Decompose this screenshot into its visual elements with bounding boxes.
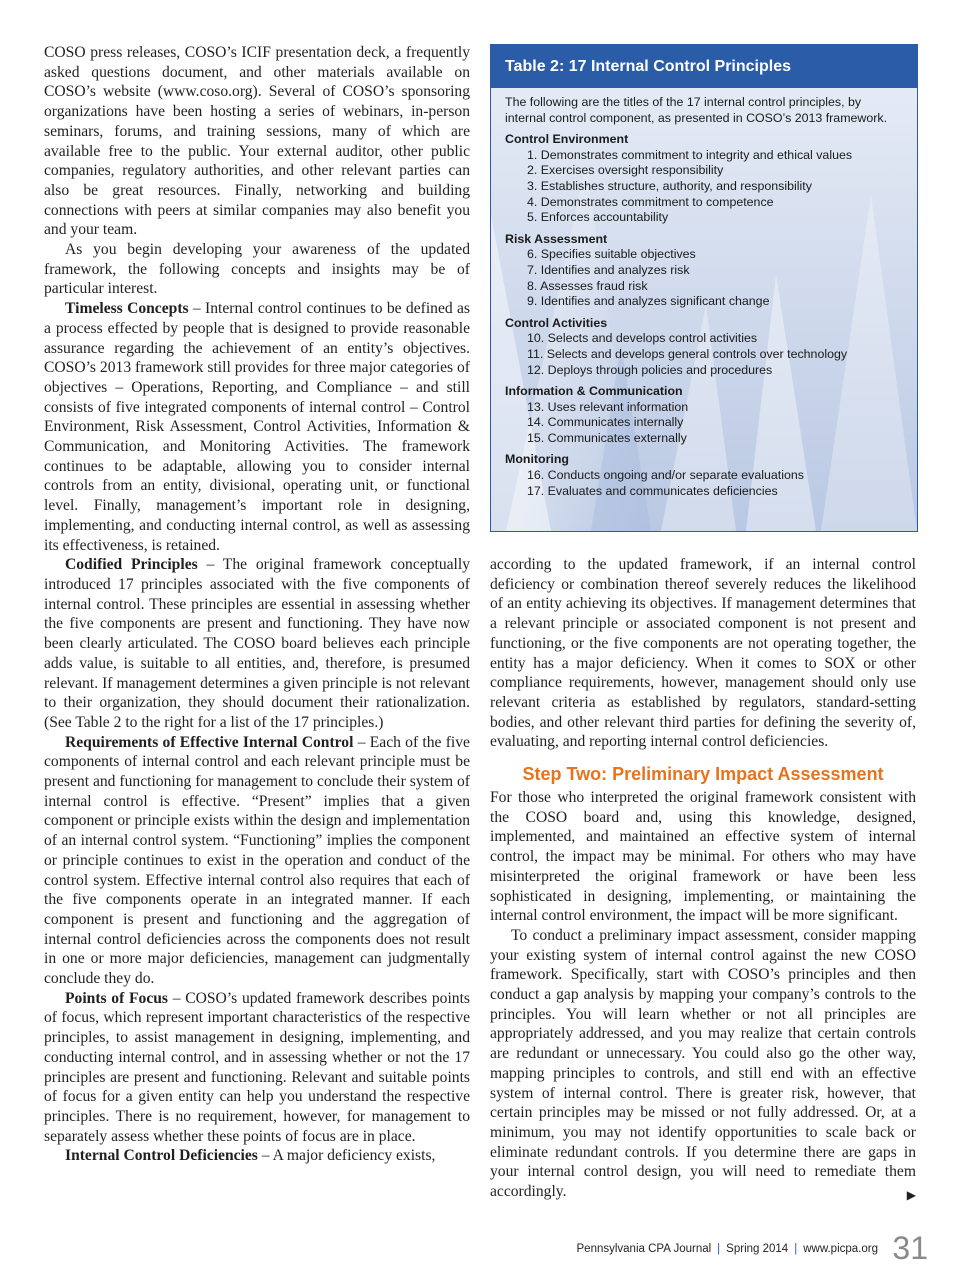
table-internal-control-principles bbox=[490, 44, 918, 532]
table-principle-item: 8. Assesses fraud risk bbox=[527, 278, 648, 293]
footer-text bbox=[577, 1243, 879, 1255]
table-principle-item: 7. Identifies and analyzes risk bbox=[527, 262, 690, 277]
table-category-heading: Control Environment bbox=[505, 132, 629, 147]
lead-deficiencies: Internal Control Deficiencies bbox=[65, 1147, 258, 1165]
paragraph-timeless-concepts bbox=[44, 299, 470, 555]
table-principle-item: 14. Communicates internally bbox=[527, 415, 684, 430]
table-principle-item: 4. Demonstrates commitment to competence bbox=[527, 194, 774, 209]
section-heading-step-two: Step Two: Preliminary Impact Assessment bbox=[522, 764, 884, 785]
footer-journal: Pennsylvania CPA Journal bbox=[576, 1243, 712, 1255]
table-principle-item: 2. Exercises oversight responsibility bbox=[527, 163, 724, 178]
lead-timeless-concepts: Timeless Concepts bbox=[65, 300, 189, 318]
table-principle-list bbox=[505, 148, 903, 226]
table-principle-item: 11. Selects and develops general controls over technology bbox=[527, 346, 848, 361]
table-intro: The following are the titles of the 17 internal control principles, by internal control component, as presented in COSO’s 2013 framework. bbox=[505, 95, 888, 125]
paragraph-assessment bbox=[490, 926, 916, 1202]
continue-arrow-icon: ▶ bbox=[906, 1188, 916, 1203]
table-principle-item: 5. Enforces accountability bbox=[527, 210, 669, 225]
page-number: 31 bbox=[892, 1230, 928, 1266]
table-principle-item: 1. Demonstrates commitment to integrity and ethical values bbox=[527, 147, 853, 162]
table-principle-item: 9. Identifies and analyzes significant change bbox=[527, 294, 770, 309]
text-assessment: To conduct a preliminary impact assessment, consider mapping your existing system of internal control against the new COSO framework. Specifically, start with COSO’s principles and then conduct a gap analysis by mapping your company’s controls to the principles. You will learn whether or not all principles are appropriately addressed, and you may realize that certain controls are redundant or unnecessary. You could also go the other way, mapping principles to controls, and still end with an effective system of internal control. There is greater risk, however, that certain principles may be missed or not fully addressed. Or, at a minimum, you may not identify opportunities to scale back or eliminate redundant controls. If you determine there are gaps in your internal control design, you will need to remediate them accordingly. bbox=[490, 926, 916, 1201]
text-requirements: – Each of the five components of internal control and each relevant principle must be present and functioning for management to conclude their system of internal control is effective. “Present” implies that a given component or principle exists within the design and implementation of an internal control system. “Functioning” implies the component or principle continues to exist in the operation and conduct of the control system. Effective internal control also requires that each of the five components operate in an integrated manner. If each component is present and functioning and the aggregation of internal control deficiencies across the components does not result in one or more major deficiencies, management can judgmentally conclude they do. bbox=[44, 733, 470, 988]
table-principle-item: 12. Deploys through policies and procedures bbox=[527, 362, 773, 377]
paragraph-impact: For those who interpreted the original framework consistent with the COSO board and, using this knowledge, designed, implemented, and maintained an effective system of internal control, the impact may be minimal. For others who may have misinterpreted the original framework or have been less sophisticated in designing, implementing, or maintaining the internal control environment, the impact will be more significant. bbox=[490, 789, 916, 925]
text-timeless-concepts: – Internal control continues to be defined as a process effected by people that is designed to provide reasonable assurance regarding the achievement of an entity’s objectives. COSO’s 2013 framework still provides for three major categories of objectives – Operations, Reporting, and Compliance – and still consists of five integrated components of internal control – Control Environment, Risk Assessment, Control Activities, Information & Communication, and Monitoring Activities. The framework continues to be adaptable, allowing you to consider internal controls from an entity, divisional, operating unit, or functional level. Finally, management’s important role in designing, implementing, and conducting internal control, as well as assessing its effectiveness, is retained. bbox=[44, 300, 470, 554]
table-principle-list bbox=[505, 468, 903, 499]
footer-issue: Spring 2014 bbox=[726, 1243, 789, 1255]
paragraph-intro-concepts: As you begin developing your awareness of the updated framework, the following concepts and insights may be of particular interest. bbox=[44, 241, 470, 298]
lead-codified-principles: Codified Principles bbox=[65, 556, 198, 574]
left-column bbox=[44, 43, 470, 1166]
paragraph-codified-principles bbox=[44, 555, 470, 732]
paragraph-deficiencies bbox=[44, 1146, 470, 1166]
lead-points-of-focus: Points of Focus bbox=[65, 989, 168, 1007]
table-category-heading: Control Activities bbox=[505, 315, 608, 330]
paragraph-resources: COSO press releases, COSO’s ICIF presentation deck, a frequently asked questions document, and other materials available on COSO’s website (www.coso.org). Several of COSO’s sponsoring organizations have been hosting a series of webinars, in-person seminars, forums, and training sessions, many of which are available free to the public. Your external auditor, other public companies, regulatory authorities, and other relevant parties can also be great resources. Finally, networking and building connections with peers at similar companies may also benefit you and your team. bbox=[44, 44, 470, 239]
table-category-heading: Risk Assessment bbox=[505, 231, 608, 246]
lead-requirements: Requirements of Effective Internal Control bbox=[65, 733, 354, 751]
table-principle-item: 3. Establishes structure, authority, and responsibility bbox=[527, 178, 812, 193]
footer-separator: | bbox=[794, 1243, 798, 1255]
table-category-heading: Information & Communication bbox=[505, 384, 683, 399]
table-principle-item: 13. Uses relevant information bbox=[527, 399, 689, 414]
table-category-heading: Monitoring bbox=[505, 452, 569, 467]
text-points-of-focus: – COSO’s updated framework describes points of focus, which represent important characteristics of the respective principles, to assist management in designing, implementing, and conducting internal control, and in assessing whether or not the 17 principles are present and functioning. Relevant and suitable points of focus for a given entity can help you understand the respective principles. There is no requirement, however, for management to separately assess whether these points of focus are in place. bbox=[44, 989, 470, 1145]
text-codified-principles: – The original framework conceptually introduced 17 principles associated with the five components of internal control. These principles are essential in assessing whether the five components are present and functioning. They have now been clearly articulated. The COSO board believes each principle adds value, is suitable to all entities, and, therefore, is presumed relevant. If management determines a given principle is not relevant to their organization, they should document their rationalization. (See Table 2 to the right for a list of the 17 principles.) bbox=[44, 556, 471, 731]
table-principle-item: 15. Communicates externally bbox=[527, 430, 687, 445]
right-column bbox=[490, 555, 916, 1206]
table-principle-list bbox=[505, 247, 903, 309]
paragraph-requirements bbox=[44, 733, 470, 989]
footer-url: www.picpa.org bbox=[803, 1243, 878, 1255]
page-footer bbox=[0, 1232, 960, 1272]
footer-separator: | bbox=[717, 1243, 721, 1255]
table-principle-item: 10. Selects and develops control activities bbox=[527, 331, 758, 346]
table-principle-list bbox=[505, 400, 903, 447]
table-principle-item: 16. Conducts ongoing and/or separate evaluations bbox=[527, 468, 804, 483]
table-principle-item: 17. Evaluates and communicates deficiencies bbox=[527, 483, 778, 498]
table-body bbox=[491, 88, 917, 499]
paragraph-deficiency-definition: according to the updated framework, if an internal control deficiency or combination thereof severely reduces the likelihood of an entity achieving its objectives. If management determines that a relevant principle or associated component is not present and functioning, or the five components are not operating together, the entity has a major deficiency. When it comes to SOX or other compliance requirements, however, management should only use relevant criteria as established by regulators, standard-setting bodies, and other relevant third parties for defining the severity of, evaluating, and reporting internal control deficiencies. bbox=[490, 556, 916, 751]
text-deficiencies: – A major deficiency exists, bbox=[257, 1147, 436, 1165]
table-principle-item: 6. Specifies suitable objectives bbox=[527, 247, 696, 262]
paragraph-points-of-focus bbox=[44, 989, 470, 1147]
table-title: Table 2: 17 Internal Control Principles bbox=[491, 45, 917, 88]
table-principle-list bbox=[505, 331, 903, 378]
